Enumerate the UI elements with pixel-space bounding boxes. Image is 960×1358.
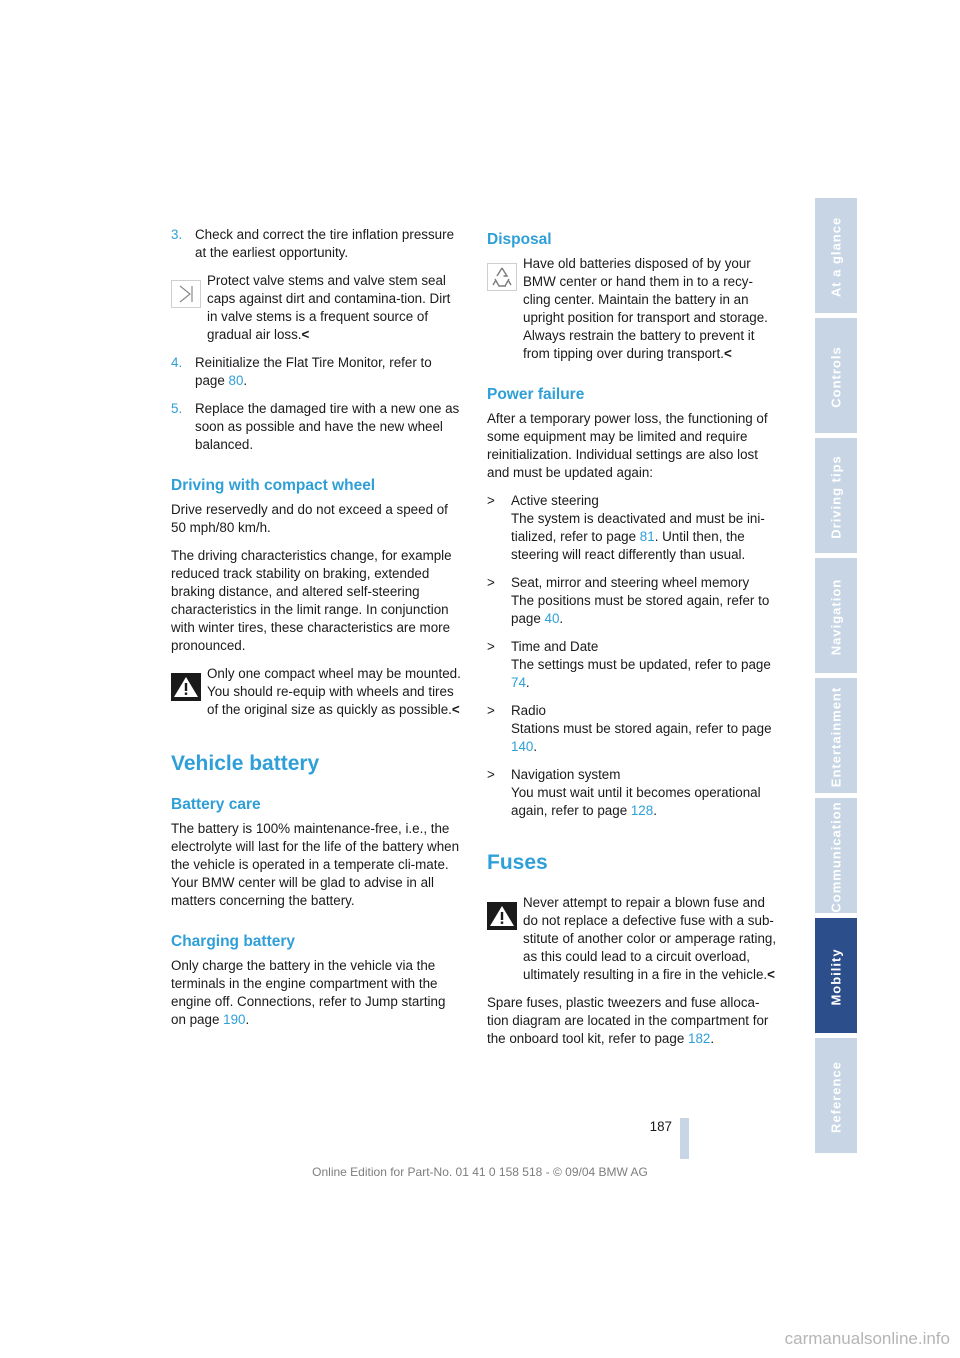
item-text bbox=[511, 656, 779, 692]
page-link-81[interactable]: 81 bbox=[639, 529, 655, 544]
page-number: 187 bbox=[649, 1119, 672, 1134]
warning-text: Only one compact wheel may be mounted. You should re-equip with wheels and tires of the original size as quickly as possible. bbox=[207, 666, 461, 717]
charging-body: Only charge the battery in the vehicle via the terminals in the engine compartment with the engine off. Connections, refer to Jump starting on page bbox=[171, 958, 446, 1027]
item-body: The settings must be updated, refer to page bbox=[511, 657, 771, 672]
step-4 bbox=[171, 354, 463, 390]
item-tail: . bbox=[653, 803, 657, 818]
heading-power-failure: Power failure bbox=[487, 386, 585, 403]
tab-label: Controls bbox=[828, 346, 844, 408]
heading-vehicle-battery: Vehicle battery bbox=[171, 752, 320, 775]
list-item bbox=[487, 492, 779, 564]
page-link-140[interactable]: 140 bbox=[511, 739, 534, 754]
list-bullet: > bbox=[487, 703, 495, 718]
end-mark: < bbox=[301, 327, 310, 342]
item-tail: . bbox=[533, 739, 538, 754]
heading-battery-care: Battery care bbox=[171, 796, 261, 813]
note-disposal bbox=[487, 255, 779, 363]
disposal-text: Have old batteries disposed of by your BMW center or hand them in to a recy-cling center. Maintain the battery in an upright position for transport and storage. Always restrain the battery to prevent it from tipping over during transport. bbox=[523, 256, 768, 361]
tab-mobility[interactable] bbox=[815, 918, 857, 1036]
item-title: Radio bbox=[511, 703, 546, 718]
list-bullet: > bbox=[487, 767, 495, 782]
list-bullet: > bbox=[487, 493, 495, 508]
list-item bbox=[487, 766, 779, 820]
heading-fuses: Fuses bbox=[487, 851, 548, 874]
tab-label: Communication bbox=[828, 801, 844, 913]
tab-label: Reference bbox=[828, 1061, 844, 1133]
tab-label: Mobility bbox=[828, 948, 844, 1006]
tab-driving-tips[interactable] bbox=[815, 438, 857, 556]
warning-icon bbox=[487, 902, 517, 930]
page-link-74[interactable]: 74 bbox=[511, 675, 526, 690]
step-text: Reinitialize the Flat Tire Monitor, refer to page bbox=[195, 355, 432, 388]
page-link-80[interactable]: 80 bbox=[228, 373, 244, 388]
heading-compact-wheel: Driving with compact wheel bbox=[171, 477, 376, 494]
right-column bbox=[487, 226, 779, 1058]
punct: . bbox=[710, 1031, 715, 1046]
warning-compact-wheel bbox=[171, 665, 463, 719]
note-icon bbox=[171, 280, 201, 308]
tab-label: At a glance bbox=[828, 216, 844, 298]
note-text: Protect valve stems and valve stem seal caps against dirt and contamina-tion. Dirt in valve stems is a frequent source of gradual air loss. bbox=[207, 273, 451, 342]
item-title: Seat, mirror and steering wheel memory bbox=[511, 575, 750, 590]
punct: . bbox=[243, 373, 248, 388]
step-text: Check and correct the tire inflation pressure at the earliest opportunity. bbox=[195, 227, 455, 260]
compact-paragraph-1: Drive reservedly and do not exceed a speed of 50 mph/80 km/h. bbox=[171, 502, 448, 535]
tab-label: Navigation bbox=[828, 578, 844, 656]
tab-controls[interactable] bbox=[815, 318, 857, 436]
fuses-text bbox=[487, 994, 779, 1048]
step-number: 5. bbox=[171, 401, 183, 416]
list-bullet: > bbox=[487, 575, 495, 590]
power-intro: After a temporary power loss, the functioning of some equipment may be limited and require reinitialization. Individual settings are also lost and must be updated again: bbox=[487, 411, 768, 480]
warning-icon bbox=[171, 673, 201, 701]
end-mark: < bbox=[767, 967, 775, 982]
tab-at-a-glance[interactable] bbox=[815, 198, 857, 316]
step-number: 3. bbox=[171, 227, 183, 242]
heading-disposal: Disposal bbox=[487, 231, 552, 248]
footer: Online Edition for Part-No. 01 41 0 158 518 - © 09/04 BMW AG bbox=[312, 1165, 648, 1179]
item-body: The positions must be stored again, refer to page bbox=[511, 593, 770, 626]
list-item bbox=[487, 574, 779, 628]
step-5 bbox=[171, 400, 463, 454]
list-item bbox=[487, 702, 779, 756]
battery-care-text: The battery is 100% maintenance-free, i.e., the electrolyte will last for the life of the battery when the vehicle is operated in a temperate cli-mate. Your BMW center will be glad to advise in all matters concerning the battery. bbox=[171, 821, 460, 908]
page-link-182[interactable]: 182 bbox=[688, 1031, 711, 1046]
heading-charging-battery: Charging battery bbox=[171, 933, 296, 950]
item-text bbox=[511, 592, 779, 628]
item-text bbox=[511, 784, 779, 820]
chapter-tabs bbox=[815, 198, 857, 1160]
step-text: Replace the damaged tire with a new one as soon as possible and have the new wheel balanced. bbox=[195, 401, 460, 452]
item-body: Stations must be stored again, refer to page bbox=[511, 721, 772, 736]
warning-fuses bbox=[487, 894, 779, 984]
charging-text bbox=[171, 957, 463, 1029]
page-link-40[interactable]: 40 bbox=[544, 611, 560, 626]
end-mark: < bbox=[451, 702, 460, 717]
item-tail: . bbox=[525, 675, 530, 690]
fuses-body: Spare fuses, plastic tweezers and fuse alloca-tion diagram are located in the compartment for the onboard tool kit, refer to page bbox=[487, 995, 769, 1046]
list-bullet: > bbox=[487, 639, 495, 654]
compact-paragraph-2: The driving characteristics change, for example reduced track stability on braking, extended braking distance, and altered self-steering characteristics in the limit range. In conjunction with winter tires, these characteristics are more pronounced. bbox=[171, 548, 452, 653]
item-title: Time and Date bbox=[511, 639, 599, 654]
watermark: carmanualsonline.info bbox=[784, 1329, 950, 1348]
tab-reference[interactable] bbox=[815, 1038, 857, 1156]
recycling-icon bbox=[487, 263, 517, 291]
page-link-190[interactable]: 190 bbox=[223, 1012, 246, 1027]
tab-label: Entertainment bbox=[828, 686, 844, 788]
step-3 bbox=[171, 226, 463, 262]
left-column bbox=[171, 226, 463, 1039]
item-title: Active steering bbox=[511, 493, 599, 508]
page-link-128[interactable]: 128 bbox=[630, 803, 654, 818]
tab-navigation[interactable] bbox=[815, 558, 857, 676]
step-number: 4. bbox=[171, 355, 183, 370]
tab-communication[interactable] bbox=[815, 798, 857, 916]
tab-label: Driving tips bbox=[828, 455, 844, 539]
tab-entertainment[interactable] bbox=[815, 678, 857, 796]
item-body: The system is deactivated and must be ini-tialized, refer to page bbox=[511, 511, 765, 544]
item-text bbox=[511, 720, 779, 756]
item-title: Navigation system bbox=[511, 767, 621, 782]
page-number-bar bbox=[680, 1118, 689, 1159]
warning-text: Never attempt to repair a blown fuse and do not replace a defective fuse with a sub-stitute of another color or amperage rating, as this could lead to a circuit overload, ultimately resulting in a fire in the vehicle. bbox=[523, 895, 777, 982]
punct: . bbox=[245, 1012, 250, 1027]
end-mark: < bbox=[723, 346, 732, 361]
item-text bbox=[511, 510, 779, 564]
item-tail: . bbox=[559, 611, 564, 626]
item-tail: . Until then, the steering will react differently than usual. bbox=[511, 529, 746, 562]
list-item bbox=[487, 638, 779, 692]
item-body: You must wait until it becomes operational again, refer to page bbox=[511, 785, 761, 818]
note-valve-stems bbox=[171, 272, 463, 344]
